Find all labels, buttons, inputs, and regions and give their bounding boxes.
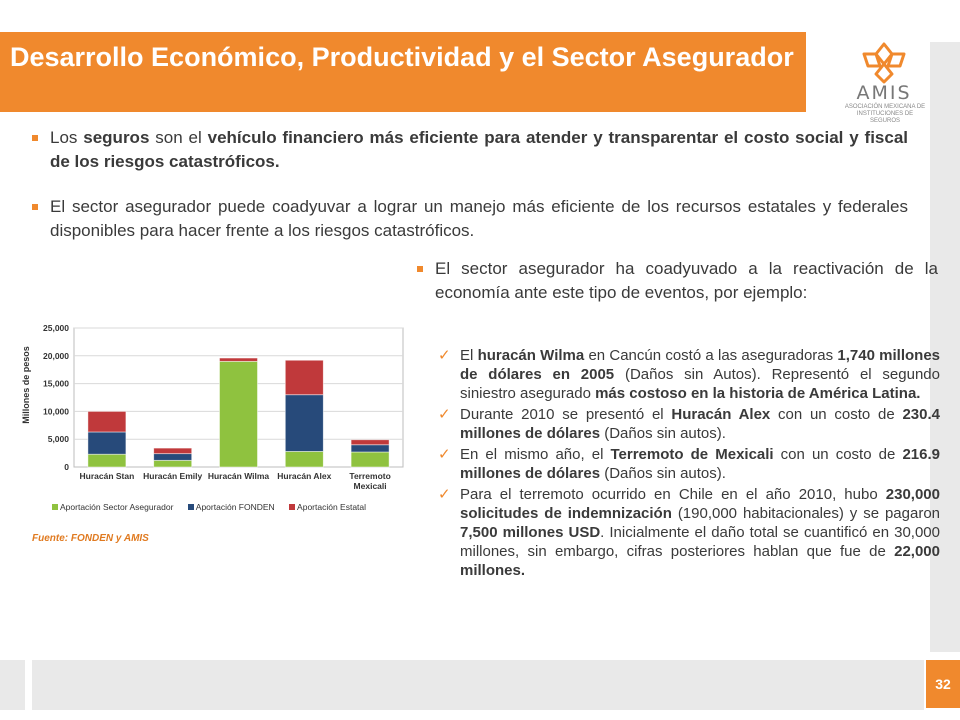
legend-swatch bbox=[188, 504, 194, 510]
example-bold: Terremoto de Mexicali bbox=[610, 446, 774, 463]
y-tick-label: 20,000 bbox=[43, 350, 69, 361]
bullet-text: son el bbox=[149, 128, 208, 147]
example-text: El bbox=[460, 347, 478, 364]
checkmark-icon: ✓ bbox=[438, 406, 451, 423]
bullet-sector-asegurador bbox=[50, 195, 908, 243]
y-tick-label: 15,000 bbox=[43, 378, 69, 389]
example-wilma bbox=[438, 346, 940, 403]
logo-subtitle: ASOCIACIÓN MEXICANA DE INSTITUCIONES DE SEGUROS bbox=[844, 104, 926, 124]
example-bold: 7,500 millones USD bbox=[460, 524, 601, 541]
examples-list bbox=[438, 346, 941, 582]
legend-swatch bbox=[52, 504, 58, 510]
example-text: con un costo de bbox=[773, 446, 903, 463]
y-tick-label: 0 bbox=[64, 462, 69, 472]
bar-segment bbox=[88, 432, 126, 454]
bullet-reactivacion bbox=[435, 257, 938, 305]
bullet-bold: vehículo financiero más eficiente para atender y transparentar el costo social y fiscal de los riesgos catastróficos. bbox=[50, 128, 909, 171]
bar-segment bbox=[351, 440, 389, 445]
y-tick-label: 5,000 bbox=[47, 434, 69, 445]
example-bold: 230,000 solicitudes de indemnización bbox=[460, 486, 940, 522]
bullet-square-icon bbox=[32, 204, 38, 210]
x-tick-label: Mexicali bbox=[353, 481, 387, 491]
page-number: 32 bbox=[926, 660, 960, 708]
example-text: (Daños sin Autos). Representó el segundo siniestro asegurado bbox=[460, 366, 940, 402]
example-text: . Inicialmente el daño total se cuantificó en 30,000 millones, sin embargo, cifras posteriores hablan que fue de bbox=[460, 524, 940, 560]
x-tick-label: Huracán Stan bbox=[79, 471, 135, 481]
chart-svg bbox=[18, 318, 408, 498]
bar-segment bbox=[351, 452, 389, 467]
legend-label: Aportación Sector Asegurador bbox=[60, 502, 174, 512]
x-tick-label: Huracán Wilma bbox=[207, 471, 270, 481]
example-bold: 22,000 millones. bbox=[460, 543, 940, 579]
y-tick-label: 10,000 bbox=[43, 406, 69, 417]
chart-y-axis-title: Millones de pesos bbox=[21, 346, 31, 424]
y-tick-label: 25,000 bbox=[43, 323, 69, 333]
x-tick-label: Huracán Alex bbox=[277, 471, 332, 481]
example-text: (Daños sin autos). bbox=[600, 425, 726, 442]
bullet-square-icon bbox=[32, 135, 38, 141]
example-chile bbox=[438, 485, 941, 580]
example-mexicali bbox=[438, 445, 940, 483]
bar-segment bbox=[285, 395, 323, 452]
bar-segment bbox=[88, 411, 126, 432]
example-bold: 230.4 millones de dólares bbox=[460, 406, 940, 442]
bullet-seguros bbox=[50, 126, 908, 174]
chart-source: Fuente: FONDEN y AMIS bbox=[32, 533, 149, 544]
bar-segment bbox=[154, 460, 192, 467]
checkmark-icon: ✓ bbox=[438, 347, 451, 364]
chart-legend bbox=[52, 502, 378, 512]
bullet-text: El sector asegurador puede coadyuvar a lograr un manejo más eficiente de los recursos estatales y federales disponibles para hacer frente a los riesgos catastróficos. bbox=[50, 197, 908, 240]
example-bold: Huracán Alex bbox=[671, 406, 771, 423]
example-alex bbox=[438, 405, 940, 443]
logo-wordmark: AMIS bbox=[856, 82, 912, 104]
bar-segment bbox=[285, 360, 323, 394]
x-tick-label: Terremoto bbox=[349, 471, 391, 481]
legend-item-estatal bbox=[289, 502, 366, 512]
footer-bar bbox=[32, 660, 924, 710]
amis-logo bbox=[840, 40, 928, 130]
checkmark-icon: ✓ bbox=[438, 486, 451, 503]
example-text: Durante 2010 se presentó el bbox=[460, 406, 672, 423]
legend-label: Aportación FONDEN bbox=[195, 502, 275, 512]
example-text: con un costo de bbox=[770, 406, 903, 423]
example-text: En el mismo año, el bbox=[460, 446, 611, 463]
example-text: Para el terremoto ocurrido en Chile en el año 2010, hubo bbox=[460, 486, 886, 503]
bullet-bold: seguros bbox=[83, 128, 150, 147]
legend-item-fonden bbox=[188, 502, 275, 512]
example-bold: 216.9 millones de dólares bbox=[460, 446, 940, 482]
stacked-bar-chart bbox=[18, 318, 408, 518]
example-text: en Cancún costó a las aseguradoras bbox=[584, 347, 838, 364]
example-bold: más costoso en la historia de América Latina. bbox=[595, 385, 921, 402]
example-bold: huracán Wilma bbox=[477, 347, 585, 364]
checkmark-icon: ✓ bbox=[438, 446, 451, 463]
footer-left-bar bbox=[0, 660, 25, 710]
example-text: (Daños sin autos). bbox=[600, 465, 726, 482]
bar-segment bbox=[154, 448, 192, 454]
x-tick-label: Huracán Emily bbox=[143, 471, 203, 481]
legend-label: Aportación Estatal bbox=[297, 502, 367, 512]
legend-item-asegurador bbox=[52, 502, 173, 512]
bar-segment bbox=[220, 361, 258, 467]
amis-logo-icon bbox=[840, 40, 928, 84]
bar-segment bbox=[88, 454, 126, 467]
bullet-text: Los bbox=[50, 128, 84, 147]
example-bold: 1,740 millones de dólares en 2005 bbox=[460, 347, 940, 383]
page-title: Desarrollo Económico, Productividad y el Sector Asegurador bbox=[10, 42, 794, 72]
legend-swatch bbox=[289, 504, 295, 510]
title-bar bbox=[0, 32, 806, 112]
bar-segment bbox=[351, 445, 389, 452]
bar-segment bbox=[285, 451, 323, 467]
example-text: (190,000 habitacionales) y se pagaron bbox=[671, 505, 941, 522]
bar-segment bbox=[220, 358, 258, 361]
bullet-text: El sector asegurador ha coadyuvado a la reactivación de la economía ante este tipo de eventos, por ejemplo: bbox=[435, 259, 938, 302]
bullet-square-icon bbox=[417, 266, 423, 272]
bar-segment bbox=[154, 454, 192, 461]
